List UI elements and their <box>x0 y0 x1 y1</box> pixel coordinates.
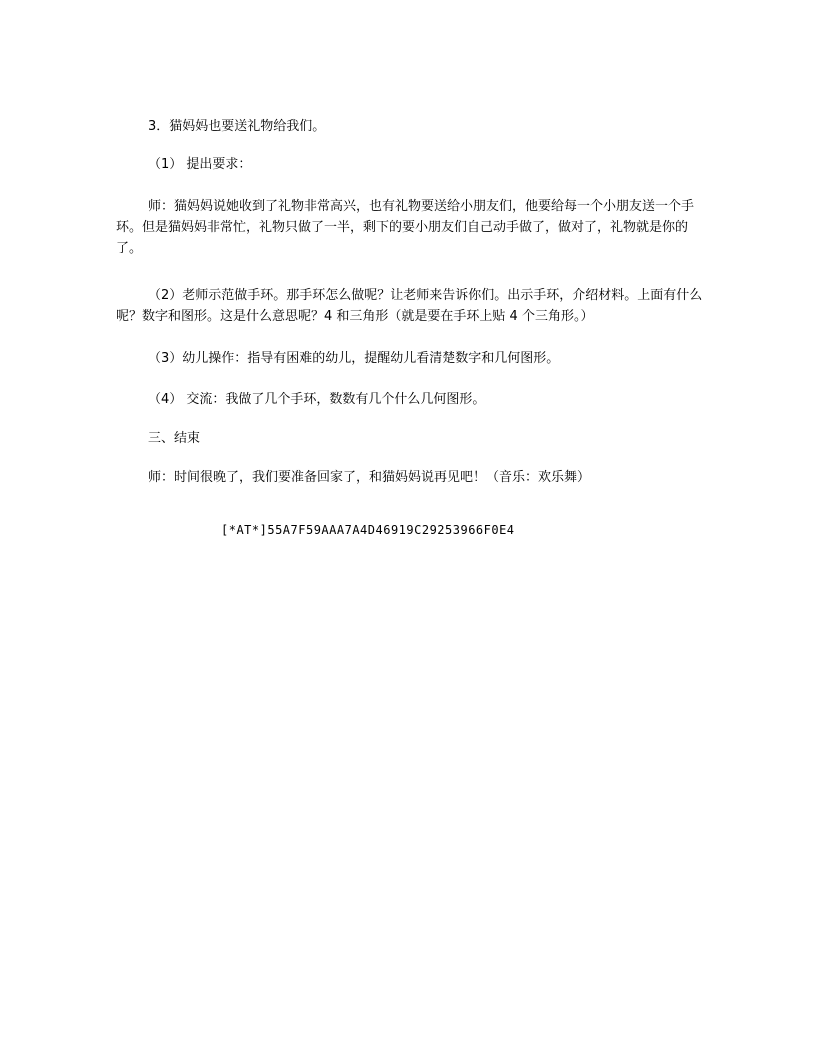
paragraph-step-4: （4） 交流：我做了几个手环，数数有几个什么几何图形。 <box>148 392 486 407</box>
paragraph-teacher-speech-1: 师：猫妈妈说她收到了礼物非常高兴，也有礼物要送给小朋友们，他要给每一个小朋友送一个手环。但是猫妈妈非常忙，礼物只做了一半，剩下的要小朋友们自己动手做了，做对了，礼物就是你的了。 <box>116 199 695 256</box>
paragraph-section-3-heading: 3．猫妈妈也要送礼物给我们。 <box>148 119 326 134</box>
document-code: [*AT*]55A7F59AAA7A4D46919C29253966F0E4 <box>221 523 515 537</box>
paragraph-teacher-speech-2: 师：时间很晚了，我们要准备回家了，和猫妈妈说再见吧！（音乐：欢乐舞） <box>148 470 591 485</box>
paragraph-step-2: （2）老师示范做手环。那手环怎么做呢？让老师来告诉你们。出示手环，介绍材料。上面有什么呢？数字和图形。这是什么意思呢？4 和三角形（就是要在手环上贴 4 个三角形。） <box>116 288 703 324</box>
paragraph-step-3: （3）幼儿操作：指导有困难的幼儿，提醒幼儿看清楚数字和几何图形。 <box>148 351 560 366</box>
paragraph-section-end-heading: 三、结束 <box>148 431 201 446</box>
paragraph-step-1: （1） 提出要求： <box>148 157 252 172</box>
